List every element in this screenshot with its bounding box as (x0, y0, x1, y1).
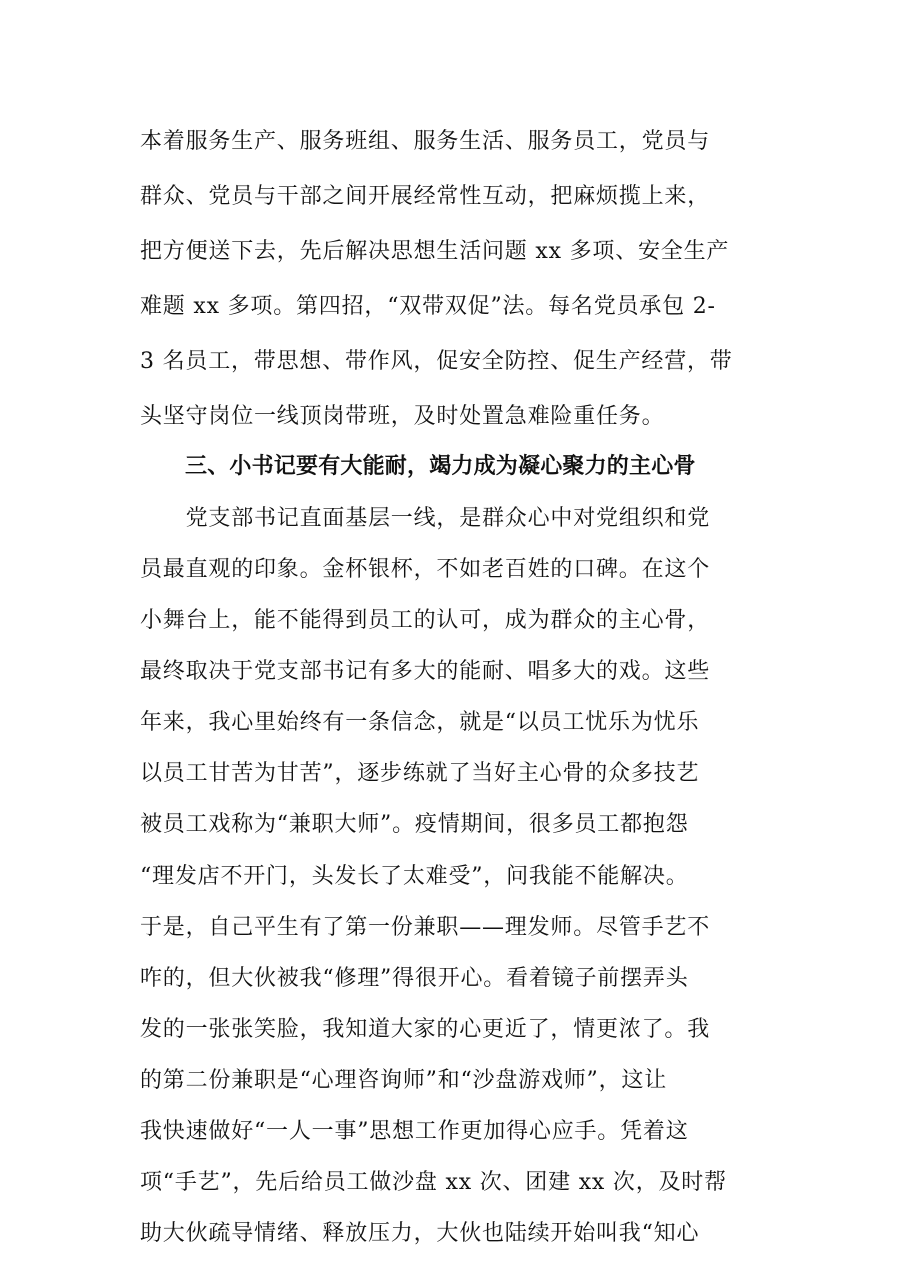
body-text-line: 3 名员工，带思想、带作风，促安全防控、促生产经营，带 (140, 349, 733, 374)
body-text-line: 本着服务生产、服务班组、服务生活、服务员工，党员与 (140, 129, 711, 154)
body-text-line: 党支部书记直面基层一线，是群众心中对党组织和党 (140, 506, 711, 531)
body-text-line: 难题 xx 多项。第四招，“双带双促”法。每名党员承包 2- (140, 294, 716, 319)
body-text-line: 发的一张张笑脸，我知道大家的心更近了，情更浓了。我 (140, 1017, 711, 1042)
body-text-line: 群众、党员与干部之间开展经常性互动，把麻烦揽上来， (140, 184, 711, 209)
body-text-line: 小舞台上，能不能得到员工的认可，成为群众的主心骨， (140, 608, 711, 633)
body-text-line: 于是，自己平生有了第一份兼职——理发师。尽管手艺不 (140, 915, 711, 940)
body-text-line: 助大伙疏导情绪、释放压力，大伙也陆续开始叫我“知心 (140, 1221, 700, 1246)
body-text-line: 我快速做好“一人一事”思想工作更加得心应手。凭着这 (140, 1119, 689, 1144)
body-text-line: 被员工戏称为“兼职大师”。疫情期间，很多员工都抱怨 (140, 812, 689, 837)
body-text-line: 的第二份兼职是“心理咨询师”和“沙盘游戏师”，这让 (140, 1068, 667, 1093)
body-text-line: 最终取决于党支部书记有多大的能耐、唱多大的戏。这些 (140, 659, 711, 684)
body-text-line: 头坚守岗位一线顶岗带班，及时处置急难险重任务。 (140, 404, 665, 429)
body-text-line: 咋的，但大伙被我“修理”得很开心。看着镜子前摆弄头 (140, 966, 689, 991)
body-text-line: 把方便送下去，先后解决思想生活问题 xx 多项、安全生产 (140, 239, 730, 264)
body-text-line: “理发店不开门，头发长了太难受”，问我能不能解决。 (140, 864, 689, 889)
body-text-line: 以员工甘苦为甘苦”，逐步练就了当好主心骨的众多技艺 (140, 761, 700, 786)
body-text-line: 年来，我心里始终有一条信念，就是“以员工忧乐为忧乐 (140, 710, 700, 735)
section-heading: 三、小书记要有大能耐，竭力成为凝心聚力的主心骨 (185, 454, 696, 479)
body-text-line: 项“手艺”，先后给员工做沙盘 xx 次、团建 xx 次，及时帮 (140, 1170, 727, 1195)
body-text-line: 员最直观的印象。金杯银杯，不如老百姓的口碑。在这个 (140, 557, 711, 582)
